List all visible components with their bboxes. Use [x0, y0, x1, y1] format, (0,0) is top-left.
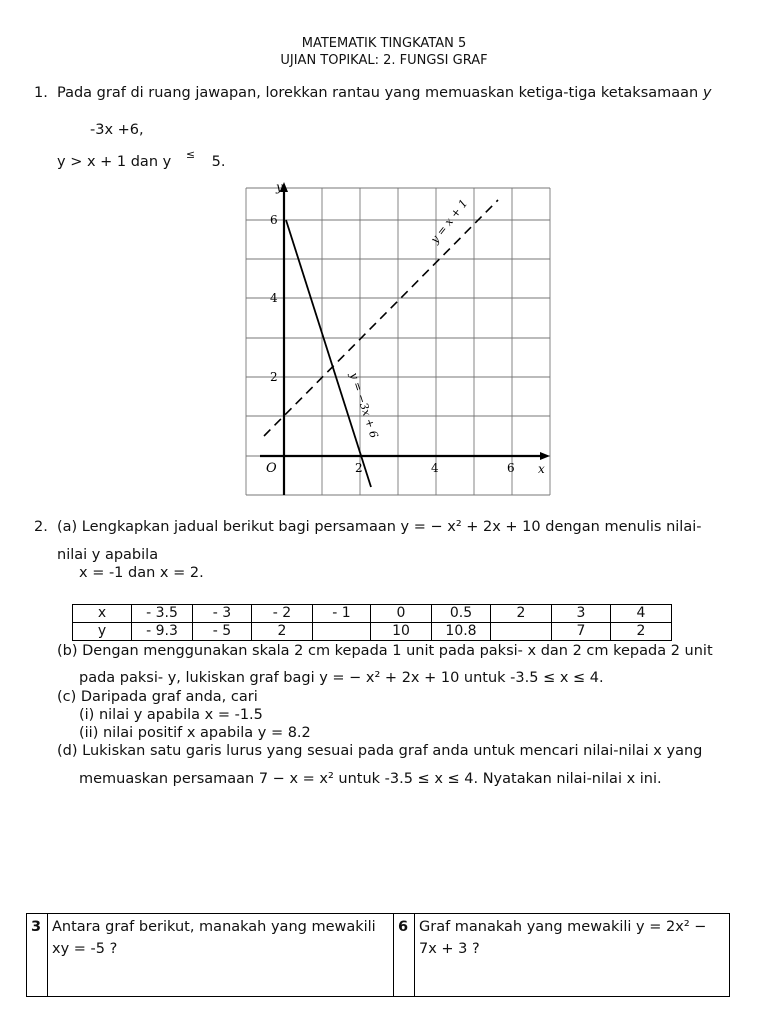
y-tick-label: 4	[270, 291, 278, 305]
table-cell: 2	[491, 605, 552, 623]
line-dashed	[264, 200, 498, 436]
q2d-line2: memuaskan persamaan 7 − x = x² untuk -3.5 ≤ x ≤ 4. Nyatakan nilai-nilai x ini.	[79, 771, 662, 787]
q2a-line2: nilai y apabila	[57, 547, 159, 563]
table-cell: - 3.5	[132, 605, 193, 623]
table-cell-blank[interactable]	[313, 623, 371, 641]
origin-label: O	[266, 461, 277, 476]
table-cell: 4	[611, 605, 672, 623]
table-cell: 3	[552, 605, 611, 623]
q1-graph	[240, 178, 556, 500]
table-header-x: x	[73, 605, 132, 623]
y-tick-label: 6	[270, 213, 278, 227]
q3-cell	[48, 914, 394, 997]
q1-ineq2-symbol: ≤	[185, 148, 196, 161]
table-cell: - 9.3	[132, 623, 193, 641]
q1-inequality-1: -3x +6,	[90, 122, 144, 138]
q2b-line1: (b) Dengan menggunakan skala 2 cm kepada 1 unit pada paksi- x dan 2 cm kepada 2 unit	[57, 643, 713, 659]
table-cell: - 2	[252, 605, 313, 623]
table-row	[73, 605, 672, 623]
q3-number: 3	[27, 914, 48, 997]
graph-grid	[246, 188, 550, 495]
table-cell: - 1	[313, 605, 371, 623]
q1-text	[57, 85, 711, 101]
table-cell: - 5	[193, 623, 252, 641]
table-cell: 0	[371, 605, 432, 623]
line-solid	[286, 220, 371, 487]
table-cell-blank[interactable]	[491, 623, 552, 641]
table-cell: - 3	[193, 605, 252, 623]
y-tick-label: 2	[270, 370, 278, 384]
q1-number: 1.	[34, 85, 48, 101]
x-tick-label: 6	[507, 461, 515, 475]
values-table	[72, 604, 672, 641]
table-cell: 2	[252, 623, 313, 641]
q2c-line: (c) Daripada graf anda, cari	[57, 689, 258, 705]
header-title: MATEMATIK TINGKATAN 5	[301, 36, 467, 51]
table-row	[73, 623, 672, 641]
x-axis-label: x	[538, 462, 545, 476]
q2d-line1: (d) Lukiskan satu garis lurus yang sesuai pada graf anda untuk mencari nilai-nilai x yang	[57, 743, 703, 759]
q2a-line3: x = -1 dan x = 2.	[79, 565, 204, 581]
q2c-i: (i) nilai y apabila x = -1.5	[79, 707, 263, 723]
questions-box	[26, 913, 730, 997]
q2-number: 2.	[34, 519, 48, 535]
y-axis-label: y	[276, 180, 283, 194]
line-solid-label: y = −3x + 6	[347, 370, 381, 440]
table-row	[27, 914, 730, 997]
q3-text-line2: xy = -5 ?	[52, 941, 118, 957]
q2a-line1: (a) Lengkapkan jadual berikut bagi persamaan y = − x² + 2x + 10 dengan menulis nilai-	[57, 519, 702, 535]
x-tick-label: 2	[355, 461, 363, 475]
line-dashed-label: y = x + 1	[428, 196, 471, 246]
x-tick-label: 4	[431, 461, 439, 475]
table-cell: 7	[552, 623, 611, 641]
table-cell: 10.8	[432, 623, 491, 641]
q1-inequality-2	[57, 148, 226, 170]
table-cell: 0.5	[432, 605, 491, 623]
table-cell: 10	[371, 623, 432, 641]
q6-number: 6	[394, 914, 415, 997]
q6-text-line1: Graf manakah yang mewakili y = 2x² −	[419, 919, 707, 935]
q1-ineq2-post: 5.	[211, 154, 226, 170]
q6-cell	[415, 914, 730, 997]
q6-text-line2: 7x + 3 ?	[419, 941, 480, 957]
q1-var-y: y	[702, 85, 712, 101]
q2c-ii: (ii) nilai positif x apabila y = 8.2	[79, 725, 311, 741]
table-header-y: y	[73, 623, 132, 641]
q1-ineq2-pre: y > x + 1 dan y	[57, 154, 172, 170]
q1-text-main: Pada graf di ruang jawapan, lorekkan rantau yang memuaskan ketiga-tiga ketaksamaan	[57, 85, 699, 101]
header-subtitle: UJIAN TOPIKAL: 2. FUNGSI GRAF	[280, 53, 488, 68]
q2b-line2: pada paksi- y, lukiskan graf bagi y = − x² + 2x + 10 untuk -3.5 ≤ x ≤ 4.	[79, 670, 604, 686]
x-axis-arrow-icon	[540, 452, 550, 460]
table-cell: 2	[611, 623, 672, 641]
q3-text-line1: Antara graf berikut, manakah yang mewakili	[52, 919, 376, 935]
